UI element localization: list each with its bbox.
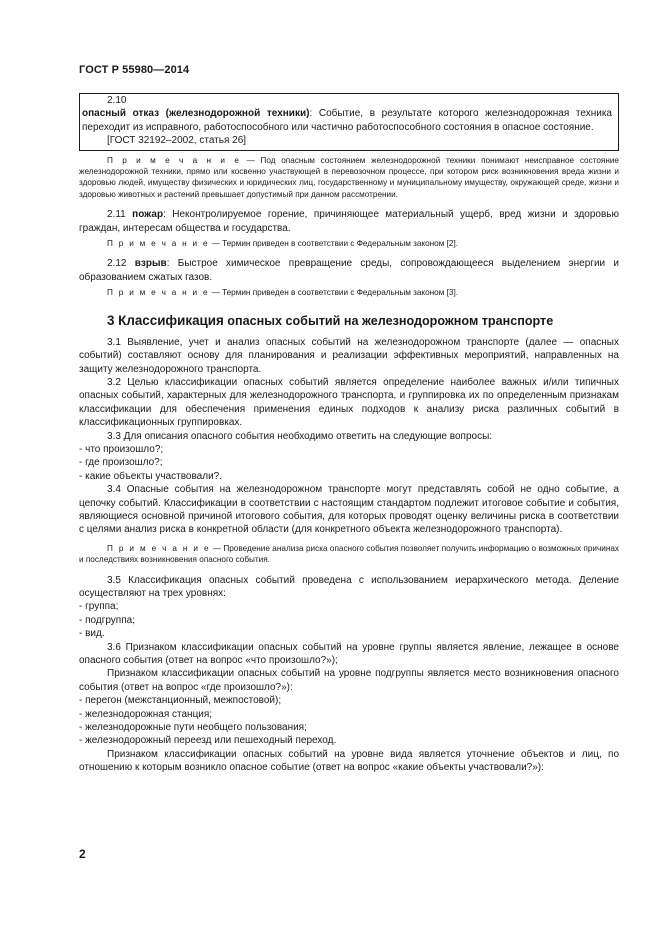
- note-2-12: [79, 287, 619, 298]
- term-2-11: [79, 208, 619, 235]
- paragraph-3-1: 3.1 Выявление, учет и анализ опасных событий на железнодорожном транспорте (далее — опасных событий) составляют основу для планирования и реализации эффективных мероприятий, направленных на защиту железнодорожного транспорта.: [79, 336, 619, 375]
- term-number: 2.11: [107, 209, 133, 221]
- note-text: — Термин приведен в соответствии с Федеральным законом [3].: [209, 288, 458, 298]
- document-header: ГОСТ Р 55980—2014: [79, 64, 190, 76]
- term-2-12: [79, 257, 619, 284]
- list-item: - подгруппа;: [79, 614, 135, 626]
- term-number: 2.12: [107, 258, 135, 270]
- note-text: — Проведение анализа риска опасного события позволяет получить информацию о возможных причинах и последствиях возникновения опасного события.: [79, 543, 619, 565]
- term-name: опасный отказ (железнодорожной техники): [82, 108, 310, 120]
- note-label: П р и м е ч а н и е: [107, 288, 210, 298]
- note-label: П р и м е ч а н и е: [107, 543, 211, 553]
- list-item: - железнодорожные пути необщего пользования;: [79, 722, 307, 734]
- term-definition-text: : Быстрое химическое превращение среды, сопровождающееся выделением энергии и образованием сжатых газов.: [79, 258, 620, 283]
- section-number: 3: [107, 312, 119, 328]
- note-label: П р и м е ч а н и е: [107, 239, 210, 249]
- note-label: П р и м е ч а н и е: [107, 155, 241, 165]
- page-content: [79, 93, 619, 775]
- note-2-11: [79, 238, 619, 249]
- note-2-10: [79, 155, 619, 201]
- section-title-first-word: Классификация: [118, 312, 224, 328]
- paragraph-3-6: 3.6 Признаком классификации опасных событий на уровне группы является явление, лежащее в основе опасного события (ответ на вопрос «что произошло?»);: [79, 641, 619, 667]
- paragraph-3-2: 3.2 Целью классификации опасных событий является определение наиболее важных и/или типичных опасных событий, характерных для железнодорожного транспорта, и группировка их по определенным признакам классификации для обеспечения применения единых подходов к анализу риска различных событий в классификационных группировках.: [79, 376, 619, 429]
- term-definition-text: : Событие, в результате которого железнодорожная техника переходит из исправного, работоспособного или частично работоспособного состояния в опасное состояние.: [82, 108, 612, 133]
- paragraph-3-5: 3.5 Классификация опасных событий проведена с использованием иерархического метода. Деление осуществляют на трех уровнях:: [79, 574, 619, 599]
- list-item: - железнодорожный переезд или пешеходный переход.: [79, 735, 337, 747]
- section-3-title: [107, 313, 619, 328]
- paragraph-type: Признаком классификации опасных событий на уровне вида является уточнение объектов и лиц, по отношению к которым возникло опасное событие (ответ на вопрос «какие объекты участвовали?»):: [79, 748, 619, 774]
- list-item: - что произошло?;: [79, 443, 164, 455]
- list-item: - где произошло?;: [79, 457, 163, 469]
- term-definition-text: : Неконтролируемое горение, причиняющее материальный ущерб, вред жизни и здоровью граждан, интересам общества и государства.: [79, 209, 619, 234]
- list-item: - железнодорожная станция;: [79, 708, 213, 720]
- term-name: взрыв: [134, 258, 167, 270]
- term-source: [ГОСТ 32192–2002, статья 26]: [107, 135, 247, 147]
- paragraph-subgroup: Признаком классификации опасных событий на уровне подгруппы является место возникновения опасного события (ответ на вопрос «где произошло?»):: [79, 668, 619, 693]
- paragraph-3-4: 3.4 Опасные события на железнодорожном транспорте могут представлять собой не одно событие, а цепочку событий. Классификации в соответствии с настоящим стандартом подлежит итоговое событие и события, являющиеся основной причиной итогового события, для которых проводят оценку величины риска в соответствии с целями анализ риска в конкретной области (для конкретного объекта железнодорожного транспорта).: [79, 484, 619, 536]
- paragraph-3-3: 3.3 Для описания опасного события необходимо ответить на следующие вопросы:: [107, 430, 493, 442]
- term-definition: [82, 107, 612, 134]
- note-text: — Под опасным состоянием железнодорожной техники понимают неисправное состояние железнодорожной техники, прямо или косвенно участвующей в перевозочном процессе, при котором риск возникновения вреда жизни и здоровью людей, имуществу физических и юридических лиц, государственному и муниципальному имуществу, окружающей среде, жизни и здоровью животных и растений превышает допустимый при данном рассмотрении.: [79, 155, 619, 199]
- list-item: - группа;: [79, 601, 119, 613]
- section-title-rest: опасных событий на железнодорожном транспорте: [223, 313, 554, 328]
- term-number: 2.10: [107, 95, 127, 106]
- list-item: - вид.: [79, 628, 105, 640]
- term-name: пожар: [132, 209, 164, 221]
- note-text: — Термин приведен в соответствии с Федеральным законом [2].: [209, 239, 458, 249]
- page-number: 2: [79, 847, 86, 861]
- term-box-2-10: [79, 93, 619, 151]
- note-3-4: [79, 543, 619, 566]
- list-item: - перегон (межстанционный, межпостовой);: [79, 695, 282, 707]
- list-item: - какие объекты участвовали?.: [79, 470, 223, 482]
